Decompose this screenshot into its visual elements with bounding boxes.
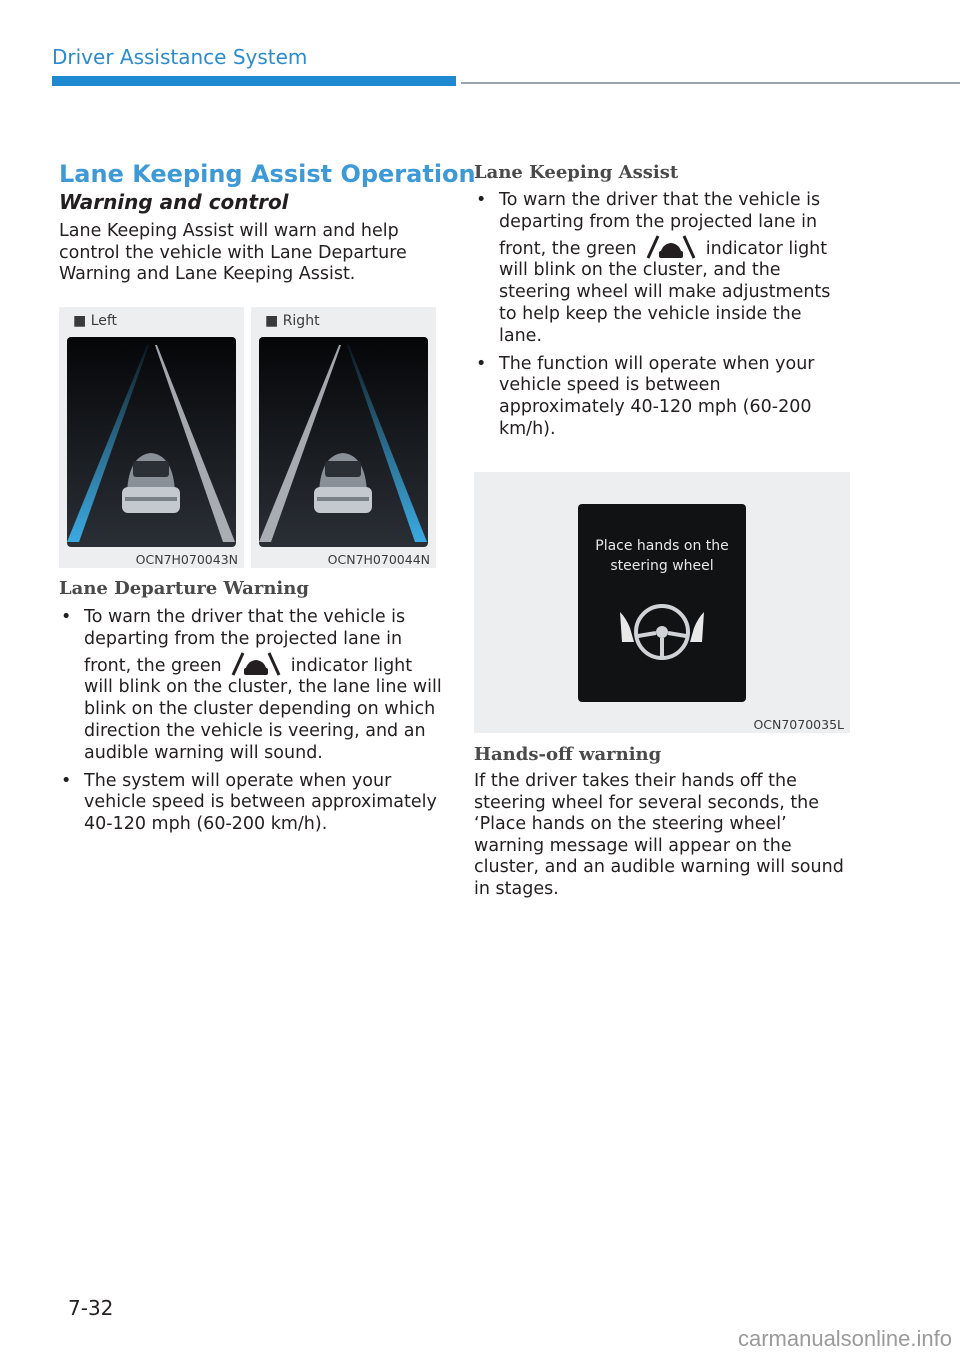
handsoff-paragraph: If the driver takes their hands off the steering wheel for several seconds, the ‘Place hands on the steering wheel’ warning message will appear on the cluster, and an audible warning will sound in stages. — [474, 771, 844, 899]
figure-code-cluster: OCN7070035L — [753, 717, 844, 732]
intro-paragraph: Lane Keeping Assist will warn and help control the vehicle with Lane Departure Warning and Lane Keeping Assist. — [59, 221, 407, 285]
cluster-message: Place hands on the steering wheel — [595, 538, 729, 574]
cluster-display — [578, 504, 746, 702]
lane-keeping-indicator-icon — [229, 651, 283, 677]
lka-bullet-list — [474, 190, 850, 447]
figure-label-left: ■ Left — [73, 313, 118, 329]
figure-code-left: OCN7H070043N — [135, 552, 238, 567]
lane-right-illustration — [259, 337, 428, 547]
ldw-heading: Lane Departure Warning — [59, 578, 309, 599]
figure-code-right: OCN7H070044N — [327, 552, 430, 567]
figure-label-right: ■ Right — [265, 313, 320, 329]
ldw-bullet-list — [59, 607, 444, 842]
header-rule — [461, 82, 960, 84]
lka-heading: Lane Keeping Assist — [474, 162, 679, 183]
lane-left-illustration — [67, 337, 236, 547]
lane-keeping-indicator-icon — [644, 234, 698, 260]
ldw-bullet-2: • The system will operate when your vehicle speed is between approximately 40-120 mph (60-200 km/h). — [59, 771, 444, 836]
figure-lane-right — [251, 307, 436, 568]
page-number: 7-32 — [68, 1296, 114, 1320]
ldw-bullet-1: • To warn the driver that the vehicle is departing from the projected lane in front, the green indicator light will blink on the cluster, the lane line will blink on the cluster depending on which direction the vehicle is veering, and an audible warning will sound. — [59, 607, 444, 765]
watermark: carmanualsonline.info — [737, 1326, 952, 1351]
section-title: Lane Keeping Assist Operation — [59, 160, 476, 188]
lka-bullet-2: • The function will operate when your vehicle speed is between approximately 40-120 mph (60-200 km/h). — [474, 354, 850, 441]
steering-wheel-icon — [612, 602, 712, 672]
handsoff-heading: Hands-off warning — [474, 744, 662, 765]
running-header: Driver Assistance System — [52, 45, 308, 69]
figure-handsoff-cluster — [474, 472, 850, 733]
section-subtitle: Warning and control — [59, 190, 289, 214]
lka-bullet-1: • To warn the driver that the vehicle is departing from the projected lane in front, the green indicator light will blink on the cluster, and the steering wheel will make adjustments to help keep the vehicle inside the lane. — [474, 190, 850, 348]
figure-lane-left — [59, 307, 244, 568]
header-rule-accent — [52, 76, 456, 86]
